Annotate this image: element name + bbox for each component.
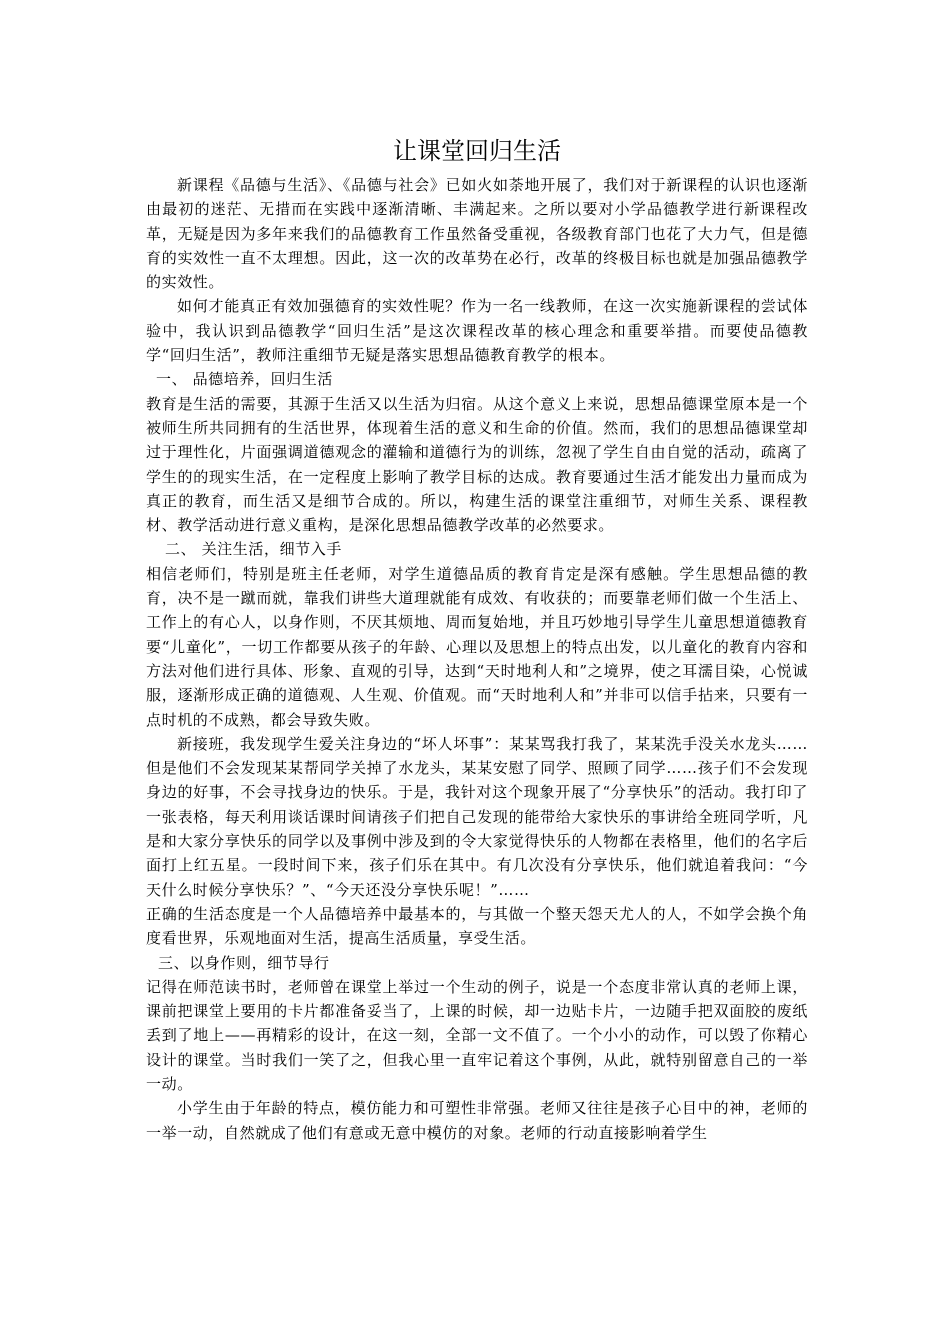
paragraph-intro-2: 如何才能真正有效加强德育的实效性呢？作为一名一线教师，在这一次实施新课程的尝试体验中，我认识到品德教学“回归生活”是这次课程改革的核心理念和重要举措。而要使品德教学“回归生活”，教师注重细节无疑是落实思想品德教育教学的根本。 [146, 297, 808, 365]
paragraph-section-2c: 正确的生活态度是一个人品德培养中最基本的，与其做一个整天怨天尤人的人，不如学会换个角度看世界，乐观地面对生活，提高生活质量，享受生活。 [146, 904, 808, 948]
paragraph-intro-1: 新课程《品德与生活》、《品德与社会》已如火如荼地开展了，我们对于新课程的认识也逐渐由最初的迷茫、无措而在实践中逐渐清晰、丰满起来。之所以要对小学品德教学进行新课程改革，无疑是因为多年来我们的品德教育工作虽然备受重视，各级教育部门也花了大力气，但是德育的实效性一直不太理想。因此，这一次的改革势在必行，改革的终极目标也就是加强品德教学的实效性。 [146, 176, 808, 292]
section-heading-2: 二、 关注生活，细节入手 [165, 540, 342, 559]
document-title: 让课堂回归生活 [393, 137, 561, 165]
paragraph-section-1: 教育是生活的需要，其源于生活又以生活为归宿。从这个意义上来说，思想品德课堂原本是一个被师生所共同拥有的生活世界，体现着生活的意义和生命的价值。然而，我们的思想品德课堂却过于理性化，片面强调道德观念的灌输和道德行为的训练，忽视了学生自由自觉的活动，疏离了学生的的现实生活，在一定程度上影响了教学目标的达成。教育要通过生活才能发出力量而成为真正的教育，而生活又是细节合成的。所以，构建生活的课堂注重细节，对师生关系、课程教材、教学活动进行意义重构，是深化思想品德教学改革的必然要求。 [146, 394, 808, 535]
document-body [146, 131, 808, 1145]
paragraph-section-3a: 记得在师范读书时，老师曾在课堂上举过一个生动的例子，说是一个态度非常认真的老师上课，课前把课堂上要用的卡片都准备妥当了，上课的时候，却一边贴卡片，一边随手把双面胶的废纸丢到了地上——再精彩的设计，在这一刻，全部一文不值了。一个小小的动作，可以毁了你精心设计的课堂。当时我们一笑了之，但我心里一直牢记着这个事例，从此，就特别留意自己的一举一动。 [146, 977, 808, 1093]
paragraph-section-3b: 小学生由于年龄的特点，模仿能力和可塑性非常强。老师又往往是孩子心目中的神，老师的一举一动，自然就成了他们有意或无意中模仿的对象。老师的行动直接影响着学生 [146, 1099, 808, 1142]
section-heading-1: 一、 品德培养，回归生活 [156, 370, 333, 389]
paragraph-section-2b: 新接班，我发现学生爱关注身边的“坏人坏事”：某某骂我打我了，某某洗手没关水龙头……但是他们不会发现某某帮同学关掉了水龙头，某某安慰了同学、照顾了同学……孩子们不会发现身边的好事，不会寻找身边的快乐。于是，我针对这个现象开展了“分享快乐”的活动。我打印了一张表格，每天利用谈话课时间请孩子们把自己发现的能带给大家快乐的事讲给全班同学听，凡是和大家分享快乐的同学以及事例中涉及到的令大家觉得快乐的人物都在表格里，他们的名字后面打上红五星。一段时间下来，孩子们乐在其中。有几次没有分享快乐，他们就追着我问：“今天什么时候分享快乐？”、“今天还没分享快乐呢！”…… [146, 734, 808, 899]
section-heading-3: 三、以身作则，细节导行 [158, 953, 330, 972]
paragraph-section-2a: 相信老师们，特别是班主任老师，对学生道德品质的教育肯定是深有感触。学生思想品德的教育，决不是一蹴而就，靠我们讲些大道理就能有成效、有收获的；而要靠老师们做一个生活上、工作上的有心人，以身作则，不厌其烦地、周而复始地，并且巧妙地引导学生儿童思想道德教育要“儿童化”，一切工作都要从孩子的年龄、心理以及思想上的特点出发，以儿童化的教育内容和方法对他们进行具体、形象、直观的引导，达到“天时地利人和”之境界，使之耳濡目染，心悦诚服，逐渐形成正确的道德观、人生观、价值观。而“天时地利人和”并非可以信手拈来，只要有一点时机的不成熟，都会导致失败。 [146, 564, 808, 729]
